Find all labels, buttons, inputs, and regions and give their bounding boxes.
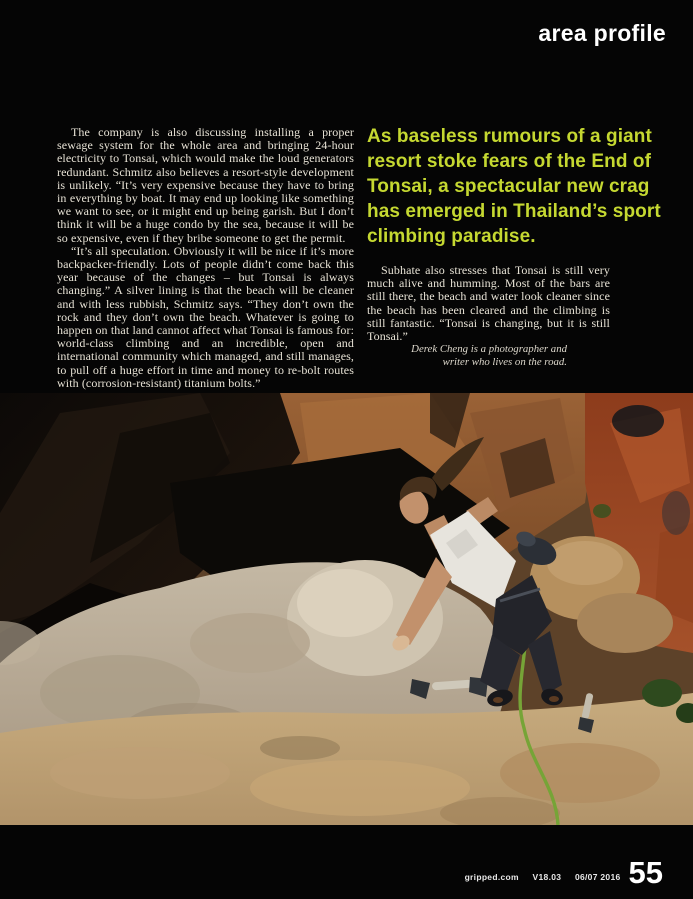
footer-date: 06/07 2016: [574, 872, 621, 882]
climber-photo: [0, 393, 693, 825]
page-footer: [464, 855, 663, 890]
footer-meta: [465, 872, 621, 887]
body-column-right: [367, 124, 669, 368]
body-paragraph: “It’s all speculation. Obviously it will be nice if it’s more backpacker-friendly. Lots of people didn’t come back this year because of the changes – but Tonsai is always changing.” A silver lining is that the beach will be cleaner and with less rubbish, Schmitz says. “They don’t own the rock and they don’t own the beach. Whatever is going to happen on that land cannot affect what Tonsai is famous for: world-class climbing and an incredible, open and international community which managed, and still manages, to pull off a huge effort in time and money to re-bolt routes with (corrosion-resistant) titanium bolts.”: [57, 243, 354, 390]
body-column-left: [57, 126, 354, 390]
footer-volume: V18.03: [532, 872, 562, 882]
body-paragraph: The company is also discussing installing a proper sewage system for the whole area and bringing 24-hour electricity to Tonsai, which would make the loud generators redundant. Schmitz also believes a resort-style development is unlikely. “It’s very expensive because they have to bring in everything by boat. It may end up looking like something we want to see, or it might end up being garish. But I don’t think it will be a huge condo by the sea, because it will be so expensive, even if they bribe someone to get the permit.: [57, 125, 354, 245]
footer-site: gripped.com: [464, 872, 519, 882]
pull-quote: As baseless rumours of a giant resort stoke fears of the End of Tonsai, a spectacular new crag has emerged in Thailand’s sport climbing paradise.: [367, 126, 661, 247]
body-paragraph: Subhate also stresses that Tonsai is still very much alive and humming. Most of the bars are still there, the beach and water look cleaner since the beach has been cleared and the climbing is still fantastic. “Tonsai is changing, but it is still Tonsai.”: [367, 263, 610, 344]
section-header: area profile: [538, 20, 666, 46]
climber-photo-illustration: [0, 393, 693, 825]
author-byline: Derek Cheng is a photographer and writer who lives on the road.: [411, 343, 567, 368]
page-number: 55: [628, 855, 663, 890]
body-paragraph-right: [367, 264, 610, 343]
